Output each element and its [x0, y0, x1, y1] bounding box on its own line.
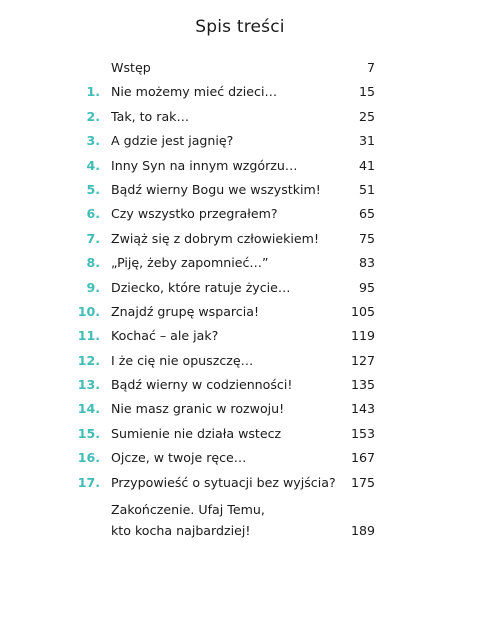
chapter-number: 5. — [86, 181, 100, 197]
toc-entry-label: Nie możemy mieć dzieci… — [111, 84, 278, 100]
toc-entry-label: Znajdź grupę wsparcia! — [111, 303, 259, 319]
page-title: Spis treści — [195, 17, 285, 37]
toc-entry[interactable] — [0, 446, 480, 470]
toc-entry-page: 83 — [358, 255, 375, 271]
toc-entry-label: A gdzie jest jagnię? — [111, 133, 234, 149]
toc-entry-page: 189 — [350, 523, 375, 539]
toc-entry-page: 175 — [350, 474, 375, 490]
toc-entry-page: 105 — [350, 303, 375, 319]
chapter-number: 3. — [86, 133, 100, 149]
toc-entry[interactable] — [0, 178, 480, 202]
toc-entry[interactable] — [0, 129, 480, 153]
chapter-number: 9. — [86, 279, 100, 295]
toc-entry-page: 41 — [358, 157, 375, 173]
toc-entry-label: Ojcze, w twoje ręce… — [111, 450, 247, 466]
chapter-number: 12. — [77, 352, 100, 368]
toc-entry-label: Kochać – ale jak? — [111, 328, 219, 344]
chapter-number: 13. — [77, 377, 100, 393]
toc-entry-label — [111, 499, 265, 541]
chapter-number: 1. — [86, 84, 100, 100]
toc-entry-label: Zwiąż się z dobrym człowiekiem! — [111, 230, 319, 246]
toc-entry-page: 31 — [358, 133, 375, 149]
toc-entry-label: Bądź wierny w codzienności! — [111, 377, 293, 393]
toc-entry-page: 7 — [366, 60, 375, 75]
toc-entry[interactable] — [0, 154, 480, 178]
chapter-number: 11. — [77, 328, 100, 344]
toc-entry-label: Bądź wierny Bogu we wszystkim! — [111, 181, 321, 197]
toc-entry-label: I że cię nie opuszczę… — [111, 352, 254, 368]
toc-entry-page: 143 — [350, 401, 375, 417]
toc-entry[interactable] — [0, 373, 480, 397]
toc-entry[interactable] — [0, 251, 480, 275]
toc-entry-label: Inny Syn na innym wzgórzu… — [111, 157, 298, 173]
toc-entry-label: Tak, to rak… — [111, 108, 190, 124]
toc-entry-page: 127 — [350, 352, 375, 368]
toc-entry-page: 15 — [358, 84, 375, 100]
chapter-number: 4. — [86, 157, 100, 173]
toc-entry[interactable] — [0, 300, 480, 324]
toc-entry-page: 65 — [358, 206, 375, 222]
toc-entry-label-line: kto kocha najbardziej! — [111, 523, 251, 539]
chapter-number: 16. — [77, 450, 100, 466]
toc-entry[interactable] — [0, 105, 480, 129]
chapter-number: 8. — [86, 255, 100, 271]
toc-entry-intro[interactable] — [0, 56, 480, 80]
toc-entry-label: Przypowieść o sytuacji bez wyjścia? — [111, 474, 336, 490]
toc-entry-page: 135 — [350, 377, 375, 393]
toc-entry-label: „Piję, żeby zapomnieć…” — [111, 255, 269, 271]
chapter-number: 14. — [77, 401, 100, 417]
toc-entry-page: 51 — [358, 181, 375, 197]
toc-entry[interactable] — [0, 324, 480, 348]
toc-entry-page: 25 — [358, 108, 375, 124]
toc-entry-label: Wstęp — [111, 60, 151, 75]
chapter-number: 15. — [77, 425, 100, 441]
toc-entry[interactable] — [0, 276, 480, 300]
toc-entry[interactable] — [0, 471, 480, 495]
toc-entry[interactable] — [0, 227, 480, 251]
chapter-number: 7. — [86, 230, 100, 246]
toc-entry-page: 153 — [350, 425, 375, 441]
toc-entry-ending[interactable] — [0, 495, 480, 547]
chapter-number: 10. — [77, 303, 100, 319]
chapter-number: 6. — [86, 206, 100, 222]
toc-entry-page: 119 — [350, 328, 375, 344]
toc-entry-label-line: Zakończenie. Ufaj Temu, — [111, 502, 265, 518]
toc-entry-label: Nie masz granic w rozwoju! — [111, 401, 285, 417]
toc-entry-page: 167 — [350, 450, 375, 466]
table-of-contents — [0, 56, 480, 547]
toc-entry-page: 95 — [358, 279, 375, 295]
toc-entry-label: Czy wszystko przegrałem? — [111, 206, 278, 222]
toc-entry[interactable] — [0, 202, 480, 226]
toc-entry[interactable] — [0, 397, 480, 421]
toc-entry[interactable] — [0, 80, 480, 104]
chapter-number: 2. — [86, 108, 100, 124]
toc-entry[interactable] — [0, 422, 480, 446]
toc-entry-page: 75 — [358, 230, 375, 246]
toc-entry-label: Dziecko, które ratuje życie… — [111, 279, 291, 295]
chapter-number: 17. — [77, 474, 100, 490]
toc-entry-label: Sumienie nie działa wstecz — [111, 425, 282, 441]
toc-entry[interactable] — [0, 349, 480, 373]
